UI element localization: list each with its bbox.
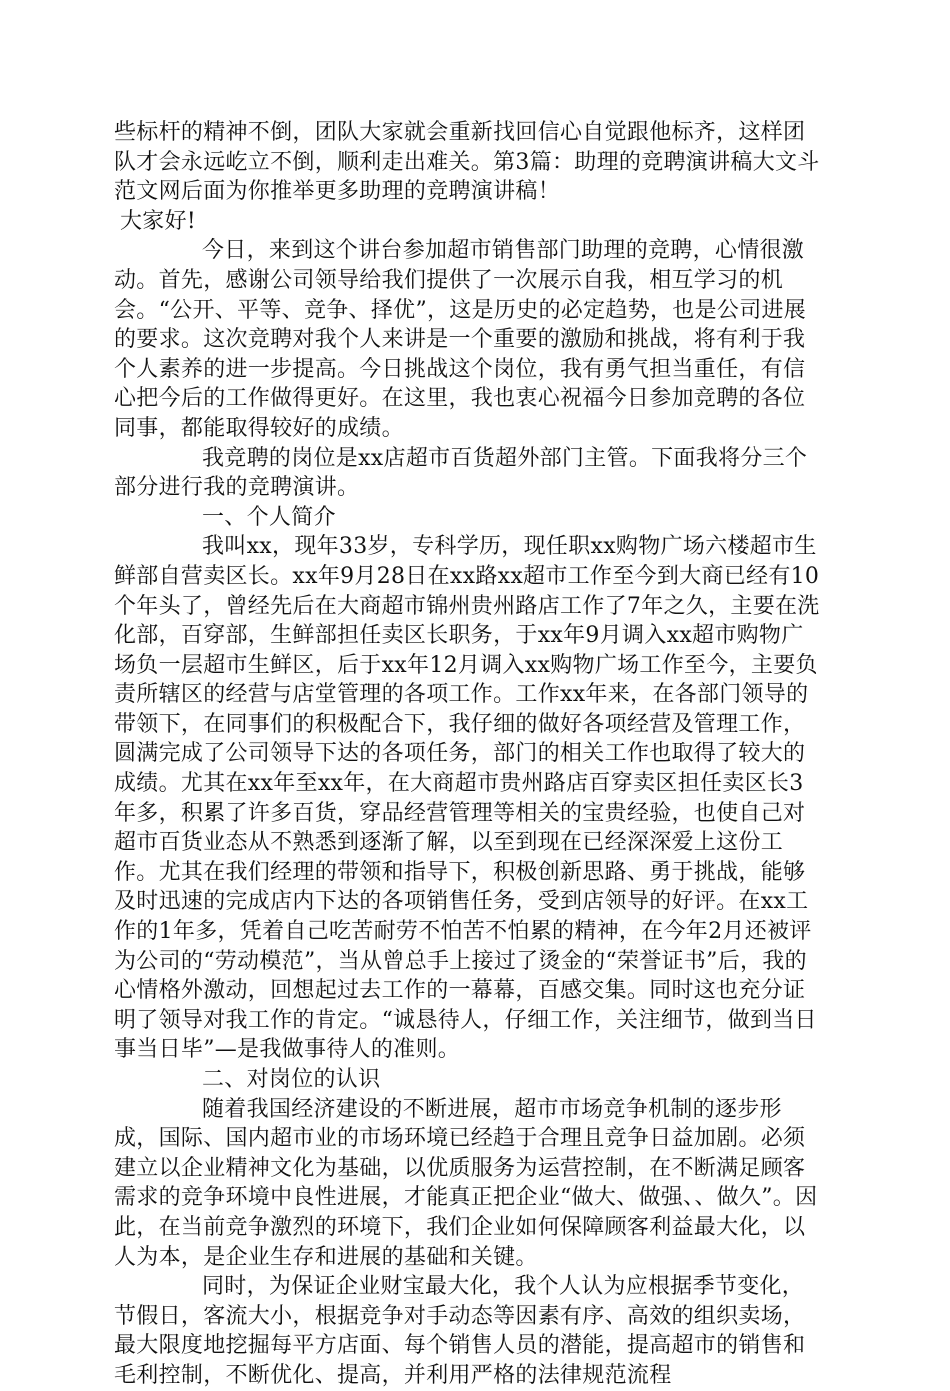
paragraph-intro: 些标杆的精神不倒，团队大家就会重新找回信心自觉跟他标齐，这样团队才会永远屹立不倒，顺利走出难关。第3篇：助理的竞聘演讲稿大文斗范文网后面为你推举更多助理的竞聘演讲稿！ (114, 120, 820, 205)
section-heading-profile: 一、个人简介 (202, 504, 336, 530)
section-heading-understanding: 二、对岗位的认识 (202, 1067, 381, 1092)
paragraph-understanding: 随着我国经济建设的不断进展，超市市场竞争机制的逐步形成，国际、国内超市业的市场环境已经趋于合理且竞争日益加剧。必须建立以企业精神文化为基础，以优质服务为运营控制，在不断满足顾客需求的竞争环境中良性进展，才能真正把企业“做大、做强、、做久”。因此，在当前竞争激烈的环境下，我们企业如何保障顾客利益最大化，以人为本，是企业生存和进展的基础和关键。 (114, 1096, 818, 1270)
paragraph-position: 我竞聘的岗位是xx店超市百货超外部门主管。下面我将分三个部分进行我的竞聘演讲。 (114, 445, 808, 501)
paragraph-opening: 今日，来到这个讲台参加超市销售部门助理的竞聘，心情很激动。首先，感谢公司领导给我们提供了一次展示自我，相互学习的机会。“公开、平等、竞争、择优”，这是历史的必定趋势，也是公司进展的要求。这次竞聘对我个人来讲是一个重要的激励和挑战，将有利于我个人素养的进一步提高。今日挑战这个岗位，我有勇气担当重任，有信心把今后的工作做得更好。在这里，我也衷心祝福今日参加竞聘的各位同事，都能取得较好的成绩。 (114, 238, 807, 441)
paragraph-strategy: 同时，为保证企业财宝最大化，我个人认为应根据季节变化，节假日，客流大小，根据竞争对手动态等因素有序、高效的组织卖场，最大限度地挖掘每平方店面、每个销售人员的潜能，提高超市的销售和毛利控制，不断优化、提高，并利用严格的法律规范流程 (114, 1274, 806, 1388)
paragraph-profile: 我叫xx，现年33岁，专科学历，现任职xx购物广场六楼超市生鲜部自营卖区长。xx年9月28日在xx路xx超市工作至今到大商已经有10个年头了，曾经先后在大商超市锦州贵州路店工作了7年之久，主要在洗化部，百穿部，生鲜部担任卖区长职务，于xx年9月调入xx超市购物广场负一层超市生鲜区，后于xx年12月调入xx购物广场工作至今，主要负责所辖区的经营与店堂管理的各项工作。工作xx年来，在各部门领导的带领下，在同事们的积极配合下，我仔细的做好各项经营及管理工作，圆满完成了公司领导下达的各项任务，部门的相关工作也取得了较大的成绩。尤其在xx年至xx年，在大商超市贵州路店百穿卖区担任卖区长3年多，积累了许多百货，穿品经营管理等相关的宝贵经验，也使自己对超市百货业态从不熟悉到逐渐了解，以至到现在已经深深爱上这份工作。尤其在我们经理的带领和指导下，积极创新思路、勇于挑战，能够及时迅速的完成店内下达的各项销售任务，受到店领导的好评。在xx工作的1年多，凭着自己吃苦耐劳不怕苦不怕累的精神，在今年2月还被评为公司的“劳动模范”，当从曾总手上接过了烫金的“荣誉证书”后，我的心情格外激动，回想起过去工作的一幕幕，百感交集。同时这也充分证明了领导对我工作的肯定。“诚恳待人，仔细工作，关注细节，做到当日事当日毕”—是我做事待人的准则。 (114, 534, 820, 1063)
paragraph-greeting: 大家好! (120, 208, 197, 234)
document-body (114, 118, 820, 1391)
